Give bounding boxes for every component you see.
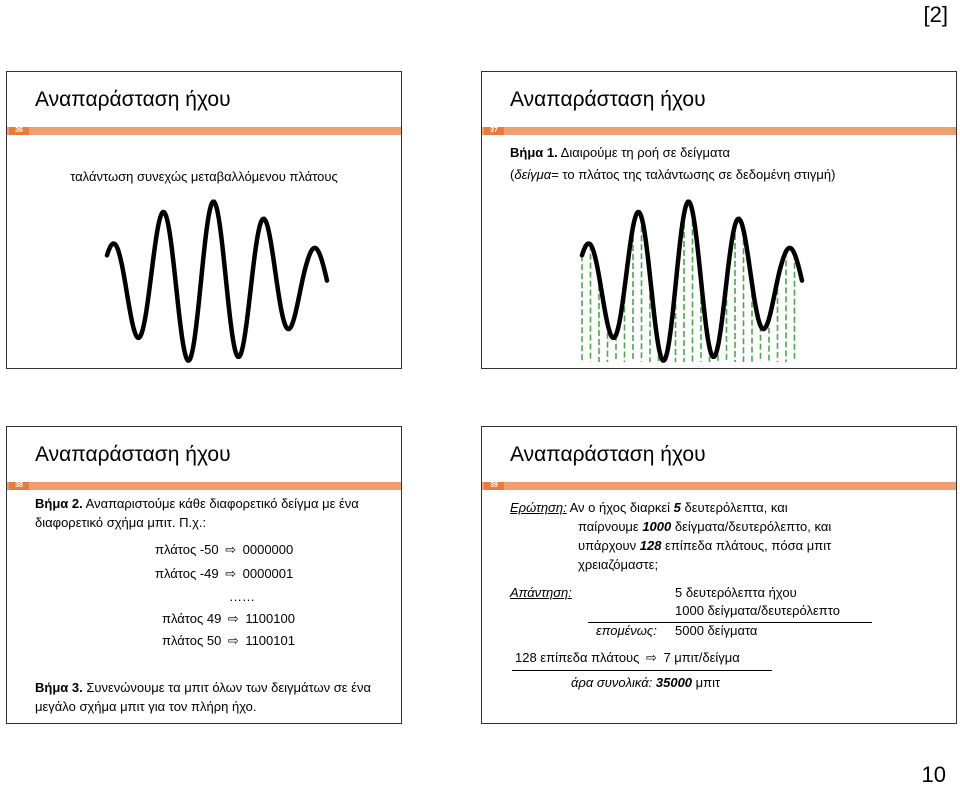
sampled-wave-graphic bbox=[572, 187, 812, 367]
arrow-right-icon: ⇨ bbox=[227, 633, 239, 648]
sound-wave-graphic bbox=[97, 187, 337, 367]
answer-total: άρα συνολικά: 35000 μπιτ bbox=[571, 675, 721, 690]
page-marker: [2] bbox=[923, 2, 948, 27]
question-line: χρειαζόμαστε; bbox=[578, 557, 659, 572]
ellipsis: …… bbox=[229, 589, 255, 604]
wave-caption: ταλάντωση συνεχώς μεταβαλλόμενου πλάτους bbox=[70, 169, 338, 184]
slide-number: 36 bbox=[9, 127, 29, 135]
arrow-right-icon: ⇨ bbox=[227, 611, 239, 626]
slide-title: Αναπαράσταση ήχου bbox=[510, 443, 706, 466]
arrow-right-icon: ⇨ bbox=[225, 542, 237, 557]
slide-header-bar bbox=[7, 127, 401, 135]
slide-title: Αναπαράσταση ήχου bbox=[35, 443, 231, 466]
slide-39 bbox=[481, 426, 957, 724]
slide-36 bbox=[6, 71, 402, 369]
answer-bits-per-sample: 128 επίπεδα πλάτους ⇨ 7 μπιτ/δείγμα bbox=[515, 650, 740, 665]
answer-duration: 5 δευτερόλεπτα ήχου bbox=[675, 585, 797, 600]
slide-number: 37 bbox=[484, 127, 504, 135]
slide-37 bbox=[481, 71, 957, 369]
slide-title: Αναπαράσταση ήχου bbox=[510, 88, 706, 111]
therefore-label: επομένως: bbox=[596, 623, 657, 638]
sound-wave-curve bbox=[107, 202, 327, 361]
answer-rate: 1000 δείγματα/δευτερόλεπτο bbox=[675, 603, 840, 618]
encoding-row: πλάτος 49 ⇨ 1100100 bbox=[162, 611, 295, 626]
encoding-row: πλάτος -50 ⇨ 0000000 bbox=[155, 542, 294, 557]
question-line: παίρνουμε 1000 δείγματα/δευτερόλεπτο, και bbox=[578, 519, 832, 534]
arrow-right-icon: ⇨ bbox=[225, 566, 237, 581]
slide-38 bbox=[6, 426, 402, 724]
slide-title: Αναπαράσταση ήχου bbox=[35, 88, 231, 111]
slide-header-bar bbox=[7, 482, 401, 490]
answer-samples: 5000 δείγματα bbox=[675, 623, 758, 638]
step-1-text: Βήμα 1. Διαιρούμε τη ροή σε δείγματα bbox=[510, 145, 731, 160]
arrow-right-icon: ⇨ bbox=[645, 650, 657, 665]
slide-number: 39 bbox=[484, 482, 504, 490]
divider-line bbox=[512, 670, 772, 671]
question-line: Ερώτηση: Αν ο ήχος διαρκεί 5 δευτερόλεπτα, και bbox=[510, 500, 788, 515]
slide-header-bar bbox=[482, 482, 956, 490]
question-line: υπάρχουν 128 επίπεδα πλάτους, πόσα μπιτ bbox=[578, 538, 832, 553]
answer-label: Απάντηση: bbox=[510, 585, 572, 600]
page-number: 10 bbox=[921, 762, 946, 787]
step-2-text: Βήμα 2. Αναπαριστούμε κάθε διαφορετικό δείγμα με ένα διαφορετικό σχήμα μπιτ. Π.χ.: bbox=[35, 496, 359, 530]
slide-number: 38 bbox=[9, 482, 29, 490]
encoding-row: πλάτος 50 ⇨ 1100101 bbox=[162, 633, 295, 648]
encoding-row: πλάτος -49 ⇨ 0000001 bbox=[155, 566, 294, 581]
step-3-text: Βήμα 3. Συνενώνουμε τα μπιτ όλων των δειγμάτων σε ένα μεγάλο σχήμα μπιτ για τον πλήρη ήχο. bbox=[35, 680, 371, 714]
sample-definition: (δείγμα= το πλάτος της ταλάντωσης σε δεδομένη στιγμή) bbox=[510, 167, 836, 182]
slide-header-bar bbox=[482, 127, 956, 135]
